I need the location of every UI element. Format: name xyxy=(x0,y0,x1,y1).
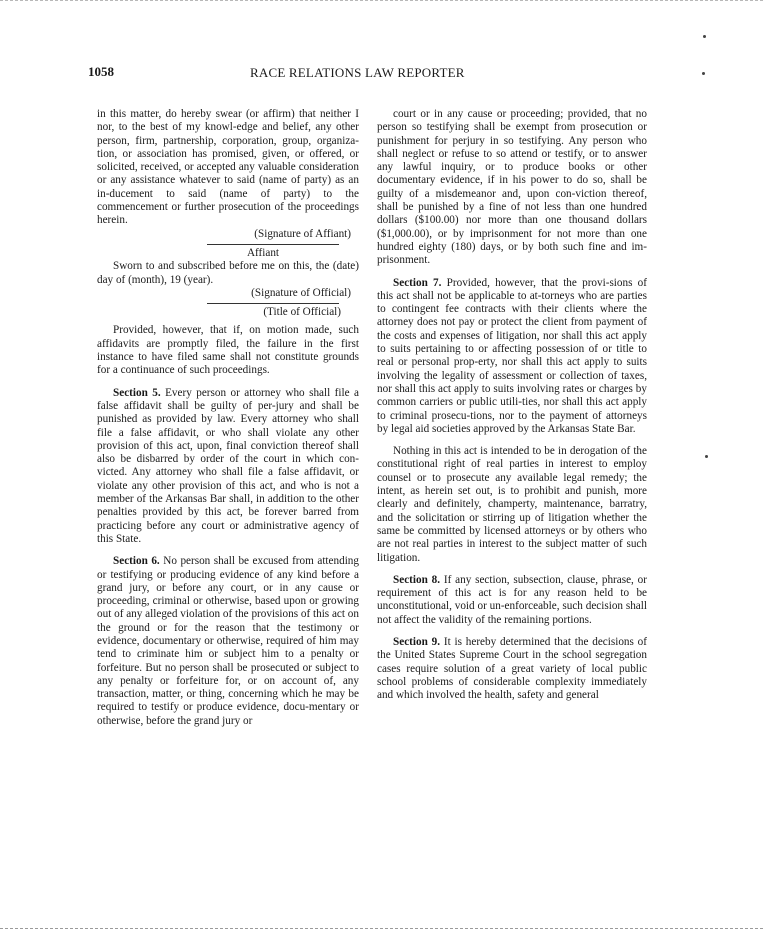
section-5-paragraph xyxy=(97,387,359,547)
signature-official: (Signature of Official) xyxy=(251,286,351,299)
page-header xyxy=(0,64,763,84)
affiant-label: Affiant xyxy=(246,246,280,259)
sworn-paragraph: Sworn to and subscribed before me on this, the (date) day of (month), 19 (year). xyxy=(97,260,359,286)
signature-line xyxy=(207,303,339,304)
page-number: 1058 xyxy=(88,64,114,79)
title-official: (Title of Official) xyxy=(263,306,341,319)
section-5-label: Section 5. xyxy=(113,386,161,399)
left-column xyxy=(97,108,359,728)
section-6-label: Section 6. xyxy=(113,555,160,568)
scan-speck xyxy=(703,35,706,38)
section-8-text: If any section, subsection, clause, phrase, or requirement of this act is for any reason held to be unconstitutional, void or un-enforceable, such decision shall not affect the validity of the remaining portions. xyxy=(377,573,647,626)
section-9-text: It is hereby determined that the decisions of the United States Supreme Court in the school segregation cases require solution of a great variety of local public school problems of considerable complexity immediately and which involved the health, safety and general xyxy=(377,635,647,702)
section-7-label: Section 7. xyxy=(393,276,442,289)
oath-paragraph: in this matter, do hereby swear (or affirm) that neither I nor, to the best of my knowl-edge and belief, any other person, firm, partnership, corporation, group, organiza-tion, or association has promised, given, or offered, or solicited, received, or accepted any valuable consideration or any assistance whatever to said (name of party) as an in-ducement to said (name of party) to the commencement or further prosecution of the proceedings herein. xyxy=(97,108,359,227)
section-5-text: Every person or attorney who shall file a false affidavit shall be guilty of per-jury and shall be punished as provided by law. Every attorney who shall file a false affidavit, or who shall violate any other provision of this act, upon, final conviction thereof shall also be disbarred by order of the court in which con-victed. Any attorney who shall file a false affidavit, or violate any other provision of this act, and who is not a member of the Arkansas Bar shall, in addition to the other penalties provided by this act, be forever barred from practicing before any court or administrative agency of this State. xyxy=(97,386,359,545)
scan-speck xyxy=(705,455,708,458)
section-7-paragraph xyxy=(377,277,647,437)
proviso-paragraph: Provided, however, that if, on motion made, such affidavits are promptly filed, the failure in the first instance to have filed same shall not constitute grounds for a continuance of such proceedings. xyxy=(97,324,359,377)
section-6-text: No person shall be excused from attending or testifying or producing evidence of any kind before a grand jury, or before any court, or in any cause or proceeding, criminal or otherwise, based upon or growing out of any alleged violation of the provisions of this act on the ground or for the reason that the testimony or evidence, documentary or otherwise, required of him may tend to criminate him or subject him to a penalty or forfeiture. But no person shall be prosecuted or subject to any penalty or forfeiture for, or on account of, any transaction, matter, or thing, concerning which he may be required to testify or produce evidence, docu-mentary or otherwise, before the grand jury or xyxy=(97,555,359,727)
section-7-text: Provided, however, that the provi-sions of this act shall not be applicable to at-torneys who are parties to contingent fee contracts with their clients where the attorney does not pay or protect the client from payment of the costs and expenses of litigation, nor shall this act apply to suits pertaining to or affecting possession of or title to real or personal prop-erty, nor shall this act apply to suits involving the legality of assessment or collection of taxes, nor shall this act apply to suits involving rates or charges by common carriers or public utili-ties, nor shall this act apply to criminal prosecu-tions, nor to the payment of attorneys by legal aid societies approved by the Arkansas State Bar. xyxy=(377,276,647,435)
section-9-label: Section 9. xyxy=(393,635,441,648)
section-6-paragraph xyxy=(97,555,359,728)
section-8-paragraph xyxy=(377,574,647,627)
scan-speck xyxy=(702,72,705,75)
continued-paragraph: court or in any cause or proceeding; provided, that no person so testifying shall be exempt from prosecution or punishment for perjury in so testifying. Any person who shall neglect or refuse to so attend or testify, or to answer any lawful inquiry, or to produce books or other documentary evidence, if in his power to do so, shall be guilty of a misdemeanor and, upon con-viction thereof, shall be punished by a fine of not less than one hundred dollars ($100.00) nor more than one thousand dollars ($1,000.00), or by imprisonment for not more than one hundred eighty (180) days, or by both such fine and im-prisonment. xyxy=(377,108,647,267)
nothing-paragraph: Nothing in this act is intended to be in derogation of the constitutional right of real parties in interest to employ counsel or to prosecute any available legal remedy; the intent, as herein set out, is to prohibit and punish, more clearly and definitely, champerty, maintenance, barratry, and the solicitation or stirring up of litigation whether the same be committed by licensed attorneys or by others who are not real parties in interest to the subject matter of such litigation. xyxy=(377,445,647,564)
signature-line xyxy=(207,244,339,245)
section-8-label: Section 8. xyxy=(393,573,441,586)
signature-affiant: (Signature of Affiant) xyxy=(254,227,351,240)
running-head: RACE RELATIONS LAW REPORTER xyxy=(250,65,465,80)
top-page-border xyxy=(0,0,763,1)
section-9-paragraph xyxy=(377,636,647,702)
bottom-page-border xyxy=(0,928,763,929)
right-column xyxy=(377,108,647,702)
